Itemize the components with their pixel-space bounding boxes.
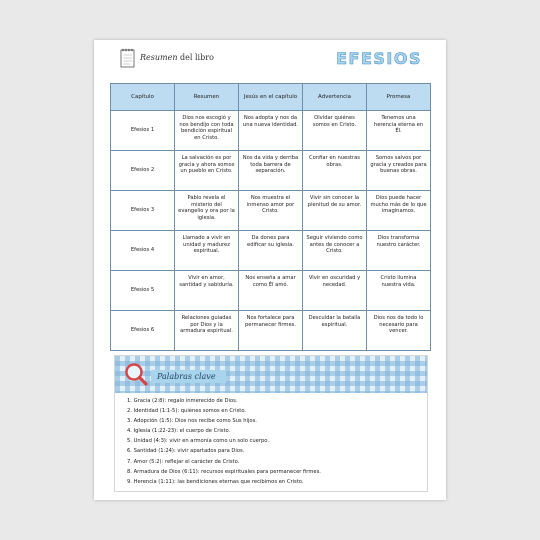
keyword-item: 5. Unidad (4:3): vivir en armonía como un solo cuerpo. xyxy=(127,438,270,445)
promise-cell: Somos salvos por gracia y creados para buenas obras. xyxy=(367,151,431,191)
promise-cell: Dios nos da todo lo necesario para vencer. xyxy=(367,311,431,351)
summary-cell: Dios nos escogió y nos bendijo con toda bendición espiritual en Cristo. xyxy=(175,111,239,151)
keyword-item: 9. Herencia (1:11): las bendiciones eternas que recibimos en Cristo. xyxy=(127,478,304,485)
summary-cell: Relaciones guiadas por Dios y la armadura espiritual. xyxy=(175,311,239,351)
table-header-row xyxy=(111,84,431,111)
column-header-warning: Advertencia xyxy=(303,84,367,111)
keywords-title: Palabras clave xyxy=(151,370,226,383)
warning-cell: Confiar en nuestras obras. xyxy=(303,151,367,191)
column-header-summary: Resumen xyxy=(175,84,239,111)
notebook-icon xyxy=(119,48,135,68)
summary-cell: Pablo revela el misterio del evangelio y ora por la iglesia. xyxy=(175,191,239,231)
keywords-list xyxy=(127,396,321,487)
warning-cell: Seguir viviendo como antes de conocer a Cristo. xyxy=(303,231,367,271)
promise-cell: Cristo ilumina nuestra vida. xyxy=(367,271,431,311)
keyword-item: 8. Armadura de Dios (6:11): recursos espirituales para permanecer firmes. xyxy=(127,468,321,475)
warning-cell: Descuidar la batalla espiritual. xyxy=(303,311,367,351)
worksheet-page xyxy=(94,40,446,500)
promise-cell: Dios puede hacer mucho más de lo que imaginamos. xyxy=(367,191,431,231)
jesus-cell: Nos enseña a amar como Él amó. xyxy=(239,271,303,311)
chapter-cell: Efesios 6 xyxy=(111,311,175,351)
summary-cell: La salvación es por gracia y ahora somos un pueblo en Cristo. xyxy=(175,151,239,191)
chapter-cell: Efesios 3 xyxy=(111,191,175,231)
keyword-item: 1. Gracia (2:8): regalo inmerecido de Dios. xyxy=(127,398,238,404)
keywords-section xyxy=(114,355,428,492)
column-header-promise: Promesa xyxy=(367,84,431,111)
keyword-item: 3. Adopción (1:5): Dios nos recibe como Sus hijos. xyxy=(127,418,257,425)
warning-cell: Vivir en oscuridad y necedad. xyxy=(303,271,367,311)
chapter-cell: Efesios 2 xyxy=(111,151,175,191)
magnifier-icon xyxy=(123,361,149,387)
jesus-cell: Da dones para edificar su iglesia. xyxy=(239,231,303,271)
jesus-cell: Nos da vida y derriba toda barrera de separación. xyxy=(239,151,303,191)
column-header-chapter: Capítulo xyxy=(111,84,175,111)
promise-cell: Dios transforma nuestro carácter. xyxy=(367,231,431,271)
warning-cell: Vivir sin conocer la plenitud de su amor. xyxy=(303,191,367,231)
promise-cell: Tenemos una herencia eterna en Él. xyxy=(367,111,431,151)
jesus-cell: Nos fortalece para permanecer firmes. xyxy=(239,311,303,351)
summary-table xyxy=(110,83,431,351)
keyword-item: 4. Iglesia (1:22-23): el cuerpo de Cristo. xyxy=(127,428,231,435)
chapter-cell: Efesios 4 xyxy=(111,231,175,271)
column-header-jesus: Jesús en el capítulo xyxy=(239,84,303,111)
table-row xyxy=(111,191,431,231)
chapter-cell: Efesios 1 xyxy=(111,111,175,151)
warning-cell: Olvidar quiénes somos en Cristo. xyxy=(303,111,367,151)
table-row xyxy=(111,111,431,151)
table-row xyxy=(111,271,431,311)
keyword-item: 6. Santidad (1:24): vivir apartados para Dios. xyxy=(127,448,245,455)
summary-cell: Llamado a vivir en unidad y madurez espiritual. xyxy=(175,231,239,271)
keyword-item: 2. Identidad (1:1-5): quiénes somos en Cristo. xyxy=(127,408,247,415)
keyword-item: 7. Amor (5:2): reflejar el carácter de Cristo. xyxy=(127,458,240,465)
book-title: EFESIOS xyxy=(336,49,422,68)
jesus-cell: Nos muestra el inmenso amor por Cristo. xyxy=(239,191,303,231)
chapter-cell: Efesios 5 xyxy=(111,271,175,311)
table-row xyxy=(111,311,431,351)
header-label: Resumen del libro xyxy=(140,53,214,62)
jesus-cell: Nos adopta y nos da una nueva identidad. xyxy=(239,111,303,151)
table-row xyxy=(111,231,431,271)
summary-cell: Vivir en amor, santidad y sabiduría. xyxy=(175,271,239,311)
table-row xyxy=(111,151,431,191)
